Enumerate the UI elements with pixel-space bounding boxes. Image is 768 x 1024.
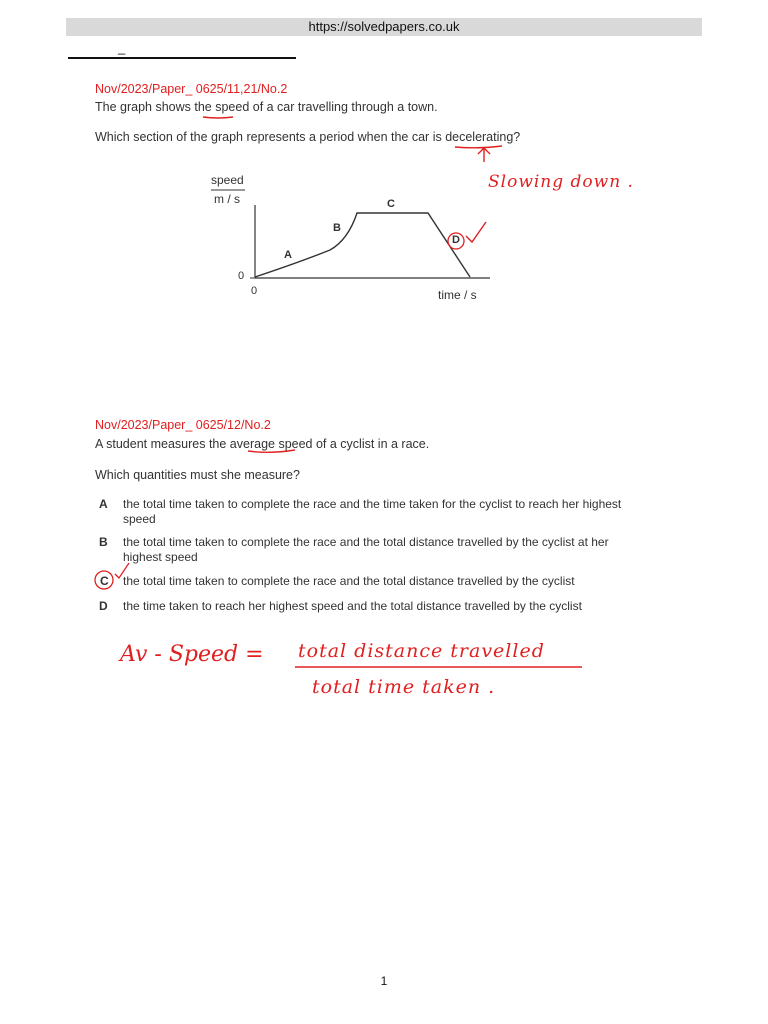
source-url: https://solvedpapers.co.uk: [308, 19, 460, 34]
graph-origin-x: 0: [251, 285, 258, 297]
option-b-text: the total time taken to complete the race and the total distance travelled by the cyclist at her highest speed: [123, 535, 609, 564]
q1-statement: The graph shows the speed of a car travelling through a town.: [95, 100, 438, 114]
option-a-letter: A: [99, 497, 108, 511]
graph-section-c: C: [387, 198, 395, 210]
q1-reference: Nov/2023/Paper_ 0625/11,21/No.2: [95, 82, 288, 96]
page-number: 1: [380, 974, 388, 988]
underline-speed: [203, 117, 233, 118]
graph-ylabel-quantity: speed: [211, 173, 244, 187]
handwritten-formula-numerator: total distance travelled: [298, 640, 545, 662]
speed-curve: [255, 213, 470, 277]
option-c-text: the total time taken to complete the race and the total distance travelled by the cyclist: [123, 574, 575, 588]
handwritten-formula-denominator: total time taken .: [312, 676, 496, 698]
handwritten-formula-lhs: Av - Speed =: [120, 642, 264, 667]
underline-decelerating: [455, 146, 502, 148]
arrow-up-icon: [478, 148, 490, 162]
option-d-text: the time taken to reach her highest speed and the total distance travelled by the cyclist: [123, 599, 582, 613]
q2-reference: Nov/2023/Paper_ 0625/12/No.2: [95, 418, 271, 432]
option-b-letter: B: [99, 535, 108, 549]
graph-xlabel: time / s: [438, 288, 477, 302]
graph-section-d: D: [452, 234, 460, 246]
graph-origin-y: 0: [238, 270, 245, 282]
handwritten-note-slowing-down: Slowing down .: [488, 172, 634, 192]
graph-section-a: A: [284, 249, 292, 261]
graph-section-b: B: [333, 222, 341, 234]
option-c-letter: C: [100, 574, 109, 588]
q2-statement: A student measures the average speed of a cyclist in a race.: [95, 437, 430, 451]
speed-time-graph: [211, 190, 490, 278]
q1-question: Which section of the graph represents a period when the car is decelerating?: [95, 130, 521, 144]
option-a-text: the total time taken to complete the race and the time taken for the cyclist to reach her highest speed: [123, 497, 622, 526]
tick-icon-q1: [466, 222, 486, 242]
option-d-letter: D: [99, 599, 108, 613]
graph-ylabel-unit: m / s: [214, 192, 240, 206]
title-dash: _: [118, 40, 126, 55]
q2-question: Which quantities must she measure?: [95, 468, 300, 482]
